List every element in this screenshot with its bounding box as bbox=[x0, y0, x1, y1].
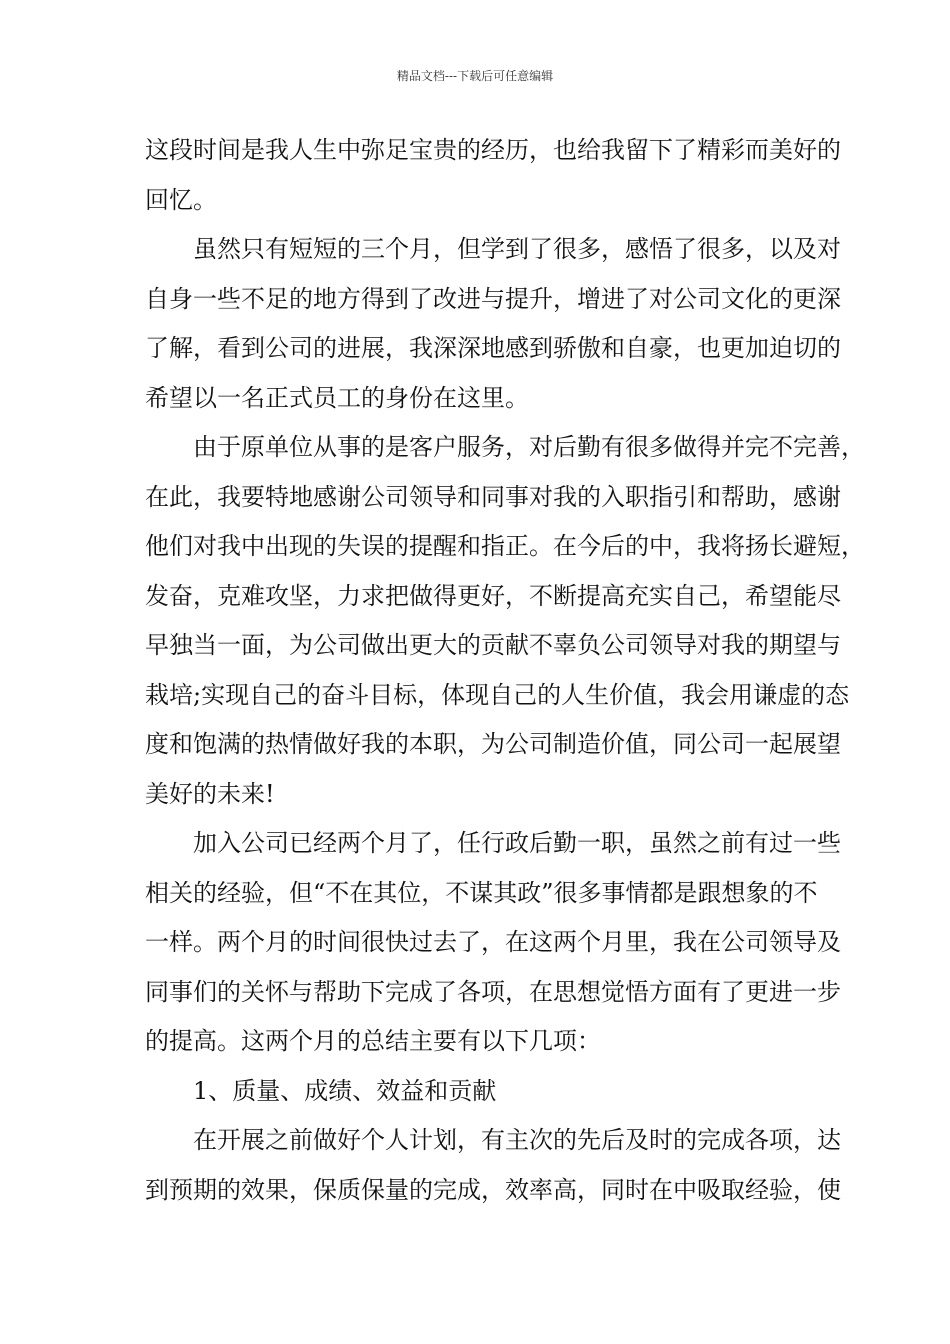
text-line: 到预期的效果，保质保量的完成，效率高，同时在中吸取经验，使 bbox=[145, 1176, 841, 1204]
text-line: 在开展之前做好个人计划，有主次的先后及时的完成各项，达 bbox=[193, 1126, 841, 1154]
text-line: 同事们的关怀与帮助下完成了各项，在思想觉悟方面有了更进一步 bbox=[145, 978, 841, 1006]
text-line: 栽培;实现自己的奋斗目标，体现自己的人生价值，我会用谦虚的态 bbox=[145, 681, 850, 709]
text-line: 在此，我要特地感谢公司领导和同事对我的入职指引和帮助，感谢 bbox=[145, 483, 841, 511]
text-line: 美好的未来! bbox=[145, 780, 275, 808]
page-header: 精品文档---下载后可任意编辑 bbox=[396, 69, 554, 83]
text-line: 的提高。这两个月的总结主要有以下几项： bbox=[145, 1027, 601, 1055]
text-line: 了解，看到公司的进展，我深深地感到骄傲和自豪，也更加迫切的 bbox=[145, 334, 841, 362]
text-line: 希望以一名正式员工的身份在这里。 bbox=[145, 384, 529, 412]
text-line: 一样。两个月的时间很快过去了，在这两个月里，我在公司领导及 bbox=[145, 928, 841, 956]
text-line: 早独当一面，为公司做出更大的贡献不辜负公司领导对我的期望与 bbox=[145, 631, 841, 659]
text-line: 加入公司已经两个月了，任行政后勤一职，虽然之前有过一些 bbox=[193, 829, 841, 857]
text-line: 1、质量、成绩、效益和贡献 bbox=[193, 1077, 497, 1105]
text-line: 他们对我中出现的失误的提醒和指正。在今后的中，我将扬长避短， bbox=[145, 532, 865, 560]
text-line: 这段时间是我人生中弥足宝贵的经历，也给我留下了精彩而美好的 bbox=[145, 136, 841, 164]
text-line: 相关的经验，但“不在其位，不谋其政”很多事情都是跟想象的不 bbox=[145, 879, 818, 907]
text-line: 由于原单位从事的是客户服务，对后勤有很多做得并完不完善， bbox=[193, 433, 865, 461]
text-line: 虽然只有短短的三个月，但学到了很多，感悟了很多，以及对 bbox=[193, 235, 841, 263]
text-line: 度和饱满的热情做好我的本职，为公司制造价值，同公司一起展望 bbox=[145, 730, 841, 758]
text-line: 自身一些不足的地方得到了改进与提升，增进了对公司文化的更深 bbox=[145, 285, 841, 313]
text-line: 发奋，克难攻坚，力求把做得更好，不断提高充实自己，希望能尽 bbox=[145, 582, 841, 610]
text-line: 回忆。 bbox=[145, 186, 217, 214]
